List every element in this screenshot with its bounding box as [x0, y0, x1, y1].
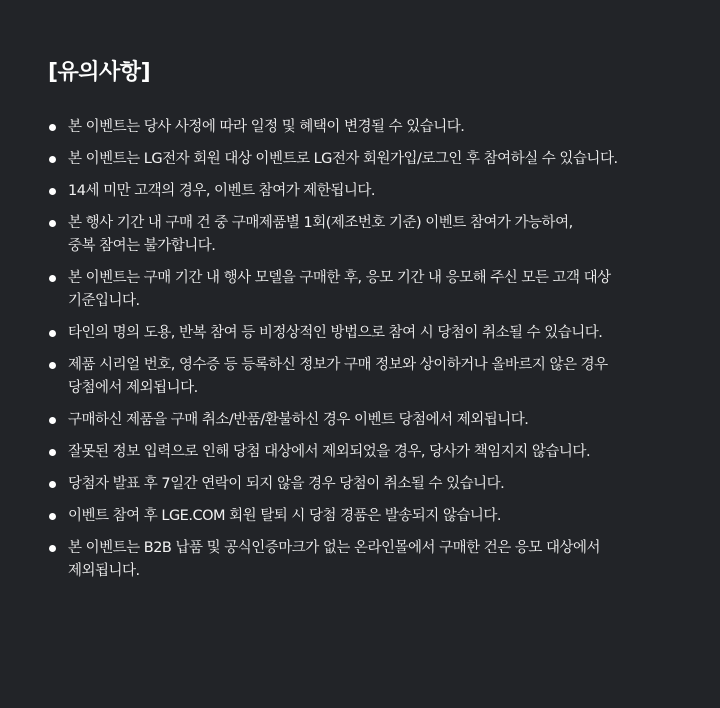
list-item-text: 본 행사 기간 내 구매 건 중 구매제품별 1회(제조번호 기준) 이벤트 참여가 가능하여, 중복 참여는 불가합니다. [68, 215, 573, 254]
bullet-icon [49, 417, 56, 424]
list-item-text: 구매하신 제품을 구매 취소/반품/환불하신 경우 이벤트 당첨에서 제외됩니다. [68, 412, 529, 428]
list-item [48, 505, 680, 528]
list-item-text: 이벤트 참여 후 LGE.COM 회원 탈퇴 시 당첨 경품은 발송되지 않습니다. [68, 508, 501, 524]
bullet-icon [49, 449, 56, 456]
list-item [48, 537, 680, 583]
bullet-icon [49, 188, 56, 195]
list-item [48, 148, 680, 171]
list-item [48, 116, 680, 139]
bullet-icon [49, 124, 56, 131]
list-item [48, 473, 680, 496]
list-item-text: 본 이벤트는 구매 기간 내 행사 모델을 구매한 후, 응모 기간 내 응모해 주신 모든 고객 대상 기준입니다. [68, 270, 611, 309]
bullet-icon [49, 362, 56, 369]
list-item-text: 잘못된 정보 입력으로 인해 당첨 대상에서 제외되었을 경우, 당사가 책임지지 않습니다. [68, 444, 591, 460]
bullet-icon [49, 545, 56, 552]
list-item-text: 본 이벤트는 B2B 납품 및 공식인증마크가 없는 온라인몰에서 구매한 건은 응모 대상에서 제외됩니다. [68, 540, 601, 579]
list-item [48, 409, 680, 432]
notice-title: [유의사항] [48, 60, 151, 85]
list-item-text: 타인의 명의 도용, 반복 참여 등 비정상적인 방법으로 참여 시 당첨이 취소될 수 있습니다. [68, 325, 603, 341]
list-item-text: 본 이벤트는 당사 사정에 따라 일정 및 혜택이 변경될 수 있습니다. [68, 119, 465, 135]
list-item [48, 322, 680, 345]
bullet-icon [49, 156, 56, 163]
bullet-icon [49, 220, 56, 227]
bullet-icon [49, 513, 56, 520]
bullet-icon [49, 275, 56, 282]
list-item [48, 441, 680, 464]
bullet-icon [49, 330, 56, 337]
bullet-icon [49, 481, 56, 488]
notice-list [48, 116, 680, 583]
list-item-text: 14세 미만 고객의 경우, 이벤트 참여가 제한됩니다. [68, 183, 375, 199]
list-item [48, 180, 680, 203]
list-item [48, 354, 680, 400]
list-item [48, 212, 680, 258]
list-item [48, 267, 680, 313]
list-item-text: 제품 시리얼 번호, 영수증 등 등록하신 정보가 구매 정보와 상이하거나 올바르지 않은 경우 당첨에서 제외됩니다. [68, 357, 608, 396]
list-item-text: 본 이벤트는 LG전자 회원 대상 이벤트로 LG전자 회원가입/로그인 후 참여하실 수 있습니다. [68, 151, 618, 167]
list-item-text: 당첨자 발표 후 7일간 연락이 되지 않을 경우 당첨이 취소될 수 있습니다. [68, 476, 505, 492]
